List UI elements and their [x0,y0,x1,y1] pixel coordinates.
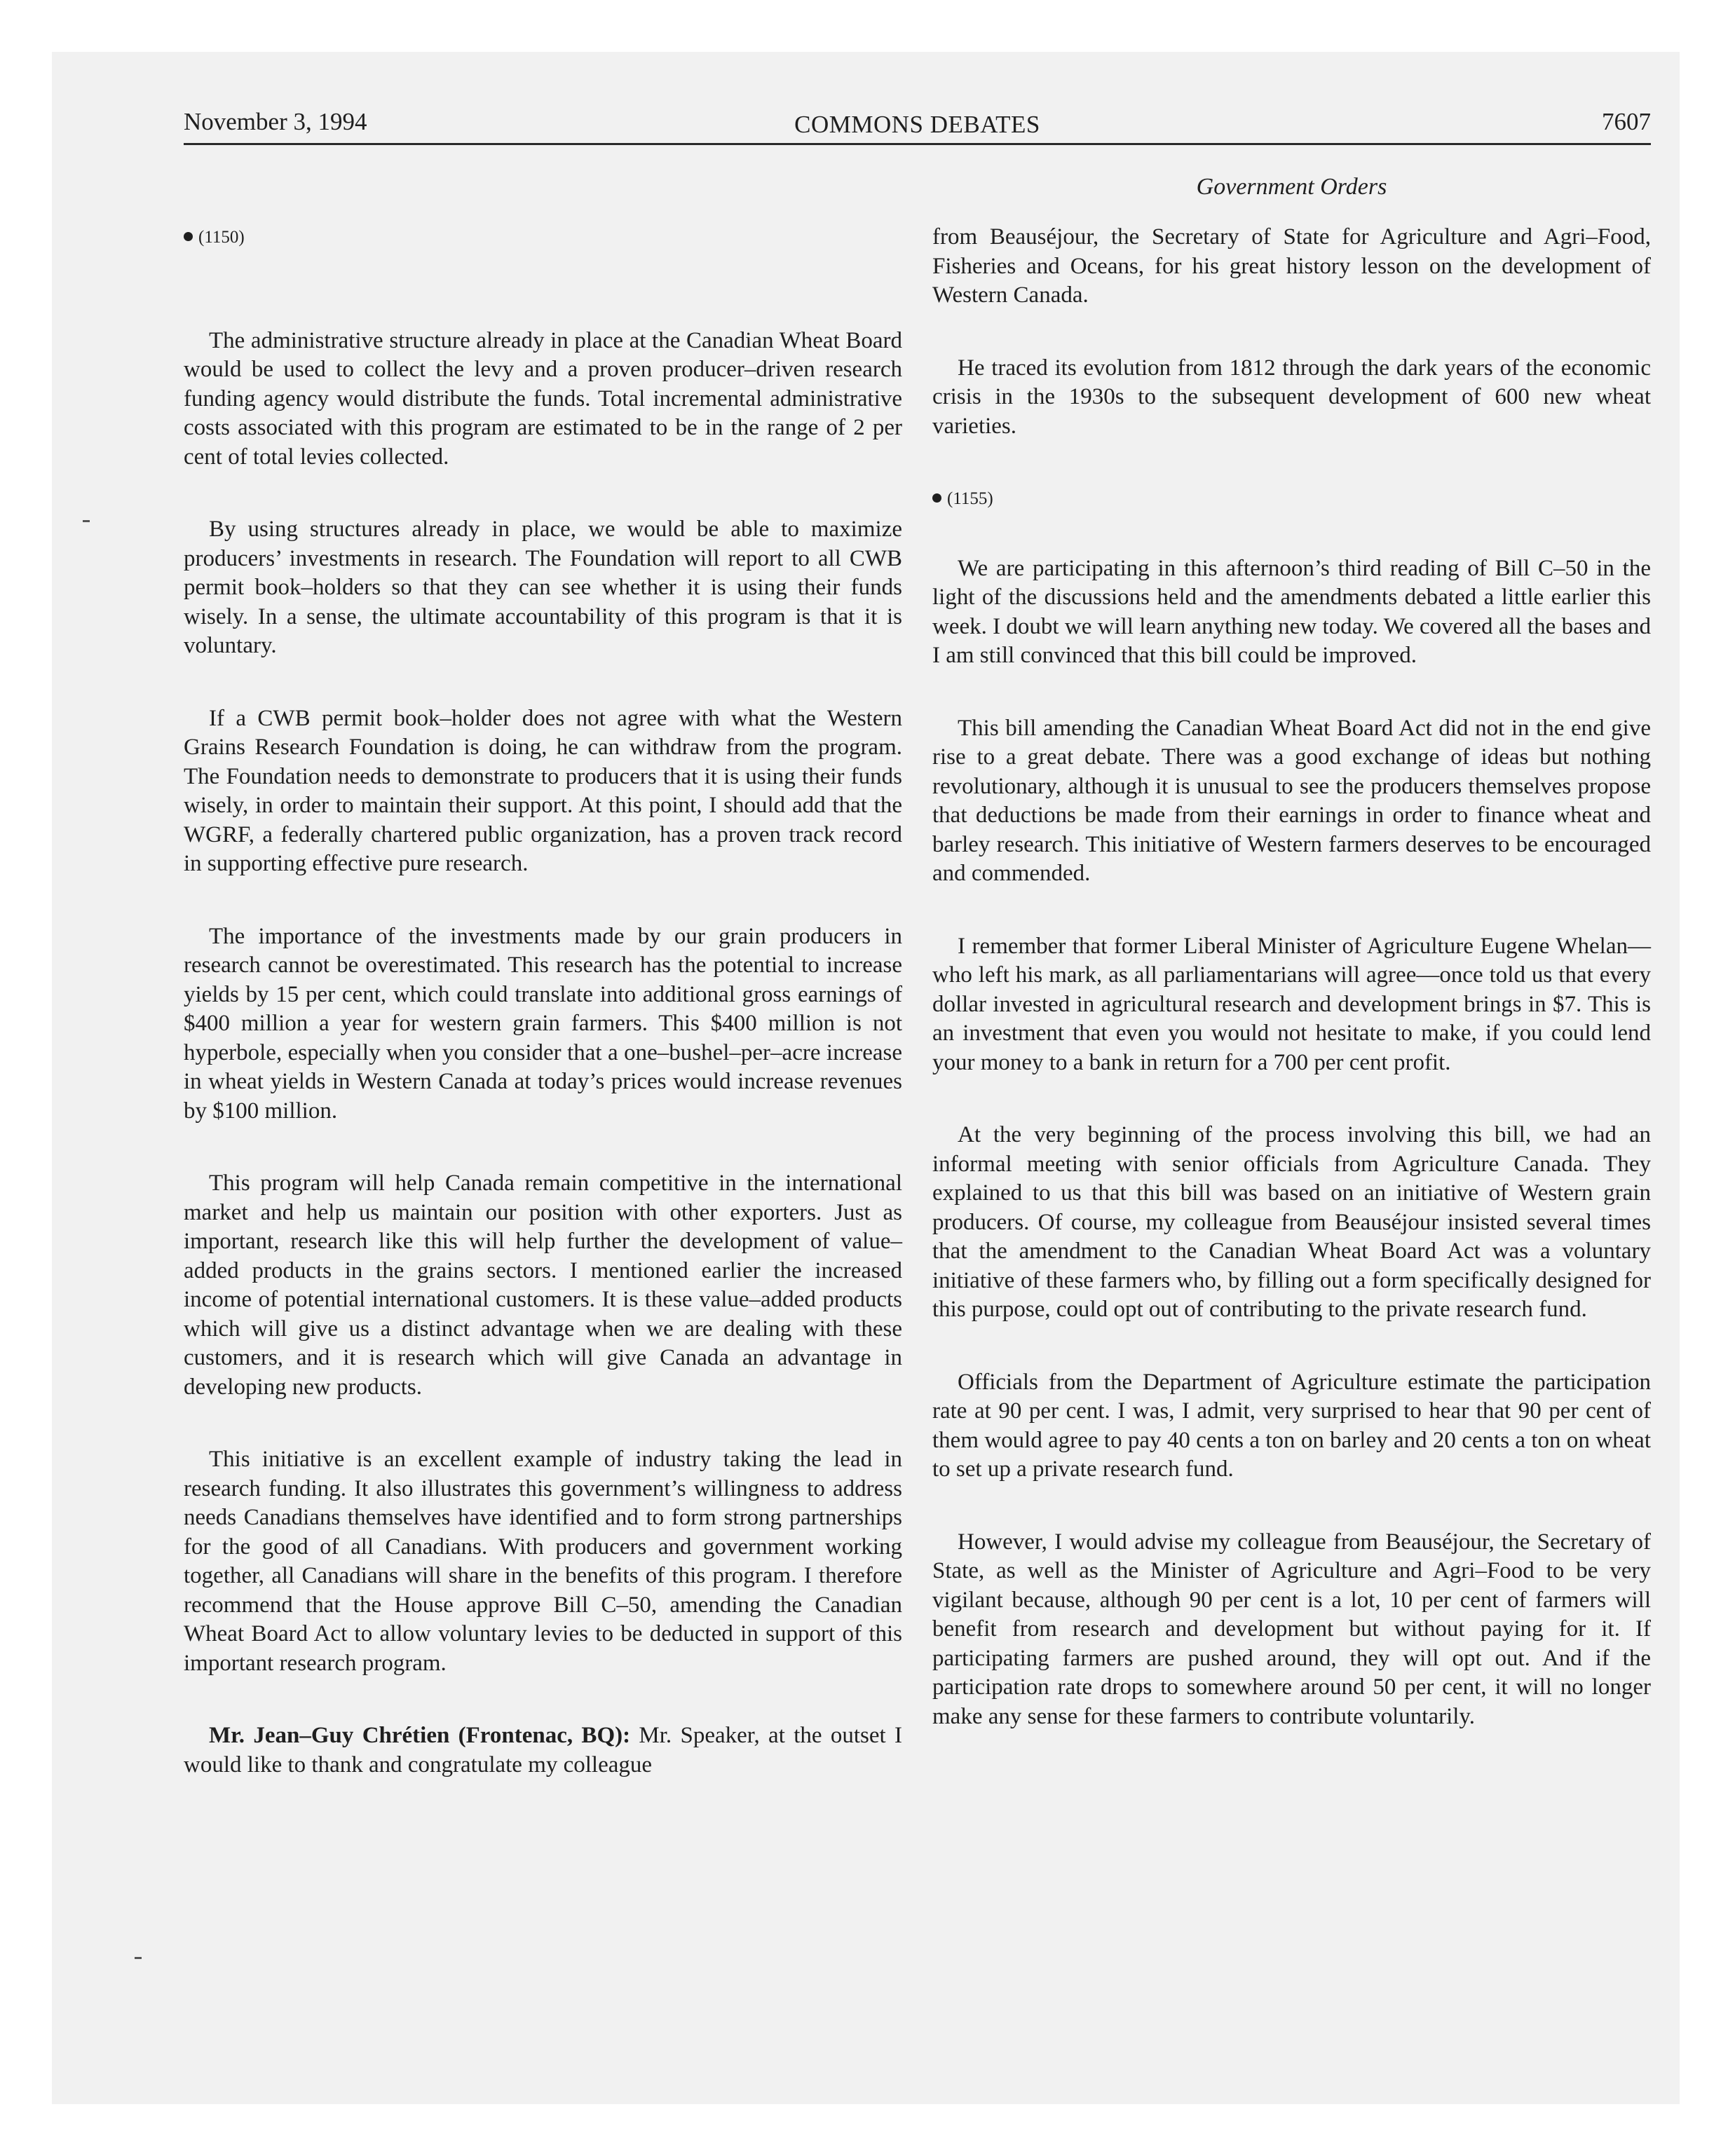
header-date: November 3, 1994 [184,108,367,135]
paragraph: The importance of the investments made by our grain producers in research cannot be overestimated. This research has the potential to increase yields by 15 per cent, which could translate into additional gross earnings of $400 million a year for western grain farmers. This $400 million is not hyperbole, especially when you consider that a one–bushel–per–acre increase in wheat yields in Western Canada at today’s prices would increase revenues by $100 million. [184,923,902,1124]
paragraph: I remember that former Liberal Minister of Agriculture Eugene Whelan—who left his mark, as all parliamentarians will agree—once told us that every dollar invested in agricultural research and development brings in $7. This is an investment that even you would not hesitate to make, if you could lend your money to a bank in return for a 700 per cent profit. [932,933,1651,1075]
time-marker [932,484,1651,514]
paragraph: The administrative structure already in place at the Canadian Wheat Board would be used to collect the levy and a proven producer–driven research funding agency would distribute the funds. Total incremental administrative costs associated with this program are estimated to be in the range of 2 per cent of total levies collected. [184,327,902,470]
paragraph: At the very beginning of the process involving this bill, we had an informal meeting with senior officials from Agriculture Canada. They explained to us that this bill was based on an initiative of Western grain producers. Of course, my colleague from Beauséjour insisted several times that the amendment to the Canadian Wheat Board Act was a voluntary initiative of these farmers who, by filling out a form specifically designed for this purpose, could opt out of contributing to the private research fund. [932,1122,1651,1322]
time-marker [184,223,902,252]
speaker-name: Mr. Jean–Guy Chrétien (Frontenac, BQ): [209,1723,631,1748]
speaker-paragraph [184,1721,902,1780]
speaker-text: Mr. Speaker, at the outset I would like to thank and congratulate my colleague [184,1723,902,1778]
paragraph: This bill amending the Canadian Wheat Board Act did not in the end give rise to a great debate. There was a good exchange of ideas but nothing revolutionary, although it is unusual to see the producers themselves propose that deductions be made from their earnings in order to finance wheat and barley research. This initiative of Western farmers deserves to be encouraged and commended. [932,715,1651,886]
paragraph: By using structures already in place, we would be able to maximize producers’ investments in research. The Foundation will report to all CWB permit book–holders so that they can see whether it is using their funds wisely. In a sense, the ultimate accountability of this program is that it is voluntary. [184,517,902,658]
right-column [932,223,1651,1775]
left-column [184,223,902,1823]
paragraph: This program will help Canada remain competitive in the international market and help us maintain our position with other exporters. Just as important, research like this will help further the development of value–added products in the grains sectors. I mentioned earlier the increased income of potential international customers. It is these value–added products which will give us a distinct advantage when we are dealing with these customers, and it is research which will give Canada an advantage in developing new products. [184,1171,902,1400]
margin-mark [83,520,90,522]
paragraph: Officials from the Department of Agriculture estimate the participation rate at 90 per cent. I was, I admit, very surprised to hear that 90 per cent of them would agree to pay 40 cents a ton on barley and 20 cents a ton on wheat to set up a private research fund. [932,1369,1651,1482]
section-label: Government Orders [1196,174,1387,200]
paragraph: He traced its evolution from 1812 through the dark years of the economic crisis in the 1930s to the subsequent development of 600 new wheat varieties. [932,355,1651,439]
paragraph: However, I would advise my colleague from Beauséjour, the Secretary of State, as well as the Minister of Agriculture and Agri–Food to be very vigilant because, although 90 per cent is a lot, 10 per cent of farmers will benefit from research and development but without paying for it. If participating farmers are pushed around, they will opt out. And if the participation rate drops to somewhere around 50 per cent, it will no longer make any sense for these farmers to contribute voluntarily. [932,1529,1651,1729]
header-page-number: 7607 [1602,108,1651,135]
page-header [184,104,1651,145]
margin-mark [135,1957,142,1959]
time-marker-text: (1150) [198,228,245,247]
paragraph: If a CWB permit book–holder does not agree with what the Western Grains Research Foundation is doing, he can withdraw from the program. The Foundation needs to demonstrate to producers that it is using their funds wisely, in order to maintain their support. At this point, I should add that the WGRF, a federally chartered public organization, has a proven track record in supporting effective pure research. [184,705,902,876]
header-publication: COMMONS DEBATES [794,111,1040,138]
paragraph: We are participating in this afternoon’s third reading of Bill C–50 in the light of the discussions held and the amendments debated a little earlier this week. I doubt we will learn anything new today. We covered all the bases and I am still convinced that this bill could be improved. [932,555,1651,668]
paragraph: from Beauséjour, the Secretary of State for Agriculture and Agri–Food, Fisheries and Oceans, for his great history lesson on the development of Western Canada. [932,224,1651,308]
bullet-icon [932,493,941,503]
time-marker-text: (1155) [947,489,993,508]
bullet-icon [184,232,193,241]
paragraph: This initiative is an excellent example of industry taking the lead in research funding. It also illustrates this government’s willingness to address needs Canadians themselves have identified and to form strong partnerships for the good of all Canadians. With producers and government working together, all Canadians will share in the benefits of this program. I therefore recommend that the House approve Bill C–50, amending the Canadian Wheat Board Act to allow voluntary levies to be deducted in support of this important research program. [184,1447,902,1676]
